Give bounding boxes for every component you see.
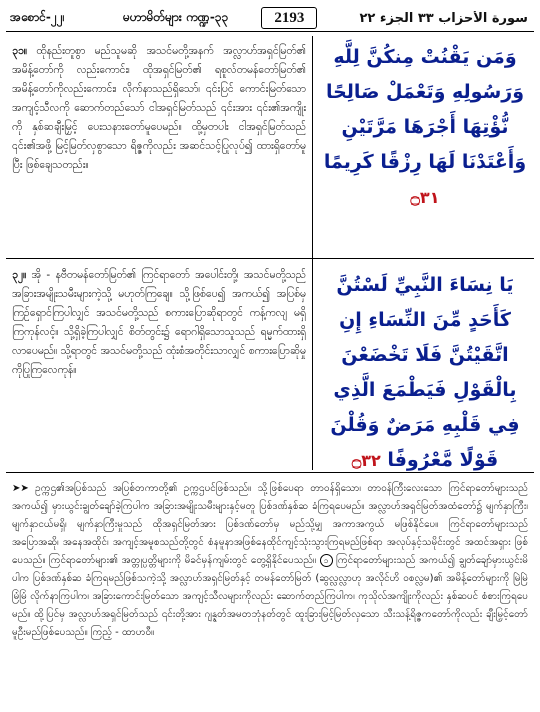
translation-text: အို - နဗီတမန်တော်မြတ်၏ ကြင်ရာတော် အပေါင်းတို့၊ အသင်မတို့သည် အခြားအမျိုးသမီးများကဲ့သို့ မဟုတ်ကြချေ။ သို့ဖြစ်ပေ၍ အကယ်၍ အပြစ်မှကြဉ်ရှောင်ကြပါလျှင် အသင်မတို့သည် စကားပြောဆိုရာတွင် ကန့်ကလျ မရှိကြကုန်လင့်။ သို့ရှိခဲ့ကြပါလျှင် စိတ်တွင်း၌ ရောဂါရှိသောသူသည် ရမ္မက်ထားရှိလာပေမည်။ သို့ရာတွင် အသင်မတို့သည် ထုံးစံအတိုင်းသာလျှင် စကားပြောဆိုမှုကိုပြုကြလေကုန်။ [12, 269, 307, 376]
arabic-verse-31 [320, 40, 530, 254]
verse-number: ၃၁။ [12, 45, 27, 57]
surah-title-burmese: မဟာမိတ်များ ကဏ္ဍ-၃၃ [123, 10, 229, 24]
arabic-verse-32 [320, 268, 530, 471]
quran-page [6, 6, 534, 706]
translation-verse-32 [12, 266, 306, 466]
page-header [6, 6, 534, 30]
verses-section [6, 36, 534, 470]
translation-text: ထိုနည်းတူစွာ မည်သူမဆို အသင်မတို့အနက် အလ္လာဟ်အရှင်မြတ်၏ အမိန့်တော်ကို လည်းကောင်း၊ ထိုအရှင်မြတ်၏ ရစူလ်တမန်တော်မြတ်၏ အမိန့်တော်ကိုလည်းကောင်း၊ လိုက်နာသည်ရှိသော်၊ ၎င်းပြင် ကောင်းမြတ်သော အကျင့်သီလကို ဆောက်တည်သော် ငါအရှင်မြတ်သည် ၎င်းအား ၎င်း၏အကျိုးကို နှစ်ဆချီးမြှင့် ပေးသနားတော်မူပေမည်။ ထို့မှတပါး ငါအရှင်မြတ်သည် ၎င်း၏အဖို့ မြင့်မြတ်လှစွာသော ရိဇ္ဇကိုလည်း အဆင်သင့်ပြုလုပ်၍ ထားရှိတော်မူပြီး ဖြစ်ချေသတည်း။ [12, 45, 306, 171]
ayah-marker-icon: ۝٣١ [410, 188, 440, 207]
ayah-marker-icon: ۝٣٢ [351, 451, 381, 470]
footnotes [12, 480, 528, 702]
circled-number-icon: ၁ [320, 554, 333, 567]
arabic-text: يَا نِسَاءَ النَّبِيِّ لَسْتُنَّ كَأَحَدٍ مِّنَ النِّسَاءِ إِنِ اتَّقَيْتُنَّ فَلَا تَخْضَعْنَ بِالْقَوْلِ فَيَطْمَعَ الَّذِي فِي قَلْبِهِ مَرَضٌ وَقُلْنَ قَوْلًا مَّعْرُوفًا [330, 274, 520, 471]
footnote-text-1: ဥက္ကဌ၏အပြစ်သည် အပြစ်တကာတို့၏ ဥက္ကဌပင်ဖြစ်သည်။ သို့ဖြစ်ပေရာ တာဝန်ရှိသော၊ တာဝန်ကြီးလေးသော ကြင်ရာတော်များသည် အကယ်၍ မှားယွင်းချွတ်ချော်ခဲ့ကြပါက အခြားအမျိုးသမီးများနှင့်မတူ ပြစ်ဒဏ်နှစ်ဆ ခံကြရပေမည်။ အလ္လာဟ်အရှင်မြတ်အထံတော်၌ မျက်နှာကြီး၊ မျက်နှာငယ်မရှိ၊ မျက်နှာကြီးမှုသည် ထိုအရှင်မြတ်အား ပြစ်ဒဏ်တော်မှ မည်သို့မျှ အကာအကွယ် မဖြစ်နိုင်ပေ။ ကြင်ရာတော်များသည် အပြောအဆို၊ အနေအထိုင်၊ အကျင့်အမူစသည်တို့တွင် စံနမူနာအဖြစ်နေထိုင်ကျင့်သုံးသွားကြရမည်ဖြစ်ရာ အလုပ်နှင့်သမိုင်းတွင် အထင်အရှား ဖြစ်ပေသည်။ ကြင်ရာတော်များ၏ အတ္တုပ္ပတ္တိများကို မိခင်မှန်ကျမ်းတွင် တွေ့ရှိနိုင်ပေသည်။ [12, 483, 528, 566]
verse-divider [6, 258, 534, 259]
double-arrow-icon: ➤➤ [12, 483, 29, 494]
volume-label: အစောင်-၂၂၊ [10, 10, 65, 24]
arabic-text: وَمَن يَقْنُتْ مِنكُنَّ لِلَّهِ وَرَسُولِهِ وَتَعْمَلْ صَالِحًا نُّؤْتِهَا أَجْرَهَا مَرَّتَيْنِ وَأَعْتَدْنَا لَهَا رِزْقًا كَرِيمًا [323, 46, 527, 173]
header-rule [6, 31, 534, 32]
footnote-text-2: ကြင်ရာတော်များသည် အကယ်၍ ချွတ်ချော်မှားယွင်းမိပါက ပြစ်ဒဏ်နှစ်ဆ ခံကြရမည်ဖြစ်သကဲ့သို့ အလ္လာဟ်အရှင်မြတ်နှင့် တမန်တော်မြတ် (ဆွလ္လလ္လာဟု အလိုင်ဟိ ဝစလ္လမ)၏ အမိန့်တော်များကို မြဲမြဲမြံမြံ လိုက်နာကြပါက၊ အခြားကောင်းမြတ်သော အကျင့်သီလများကိုလည်း ဆောက်တည်ကြပါက၊ ကုသိုလ်အကျိုးကိုလည်း နှစ်ဆပင် စံစားကြရပေမည်။ ထို့ပြင်မှ အလ္လာဟ်အရှင်မြတ်သည် ၎င်းတို့အား ဂျန္နတ်အမတဘုံနတ်တွင် ထူးခြားမြင့်မြတ်လှသော သီးသန့်ရိဇ္ဇကတော်ကိုလည်း ချီးမြှင့်တော်မူဦးမည်ဖြစ်ပေသည်။ ကြည့် - ထာဟဝီ။ [12, 555, 528, 638]
surah-title-arabic: سورة الأحزاب ٣٣ الجزء ٢٢ [359, 10, 528, 26]
footnote-rule [6, 472, 534, 473]
page-number: 2193 [261, 7, 317, 29]
translation-verse-31 [12, 42, 306, 254]
column-divider [312, 36, 313, 470]
verse-number: ၃၂။ [12, 269, 27, 281]
